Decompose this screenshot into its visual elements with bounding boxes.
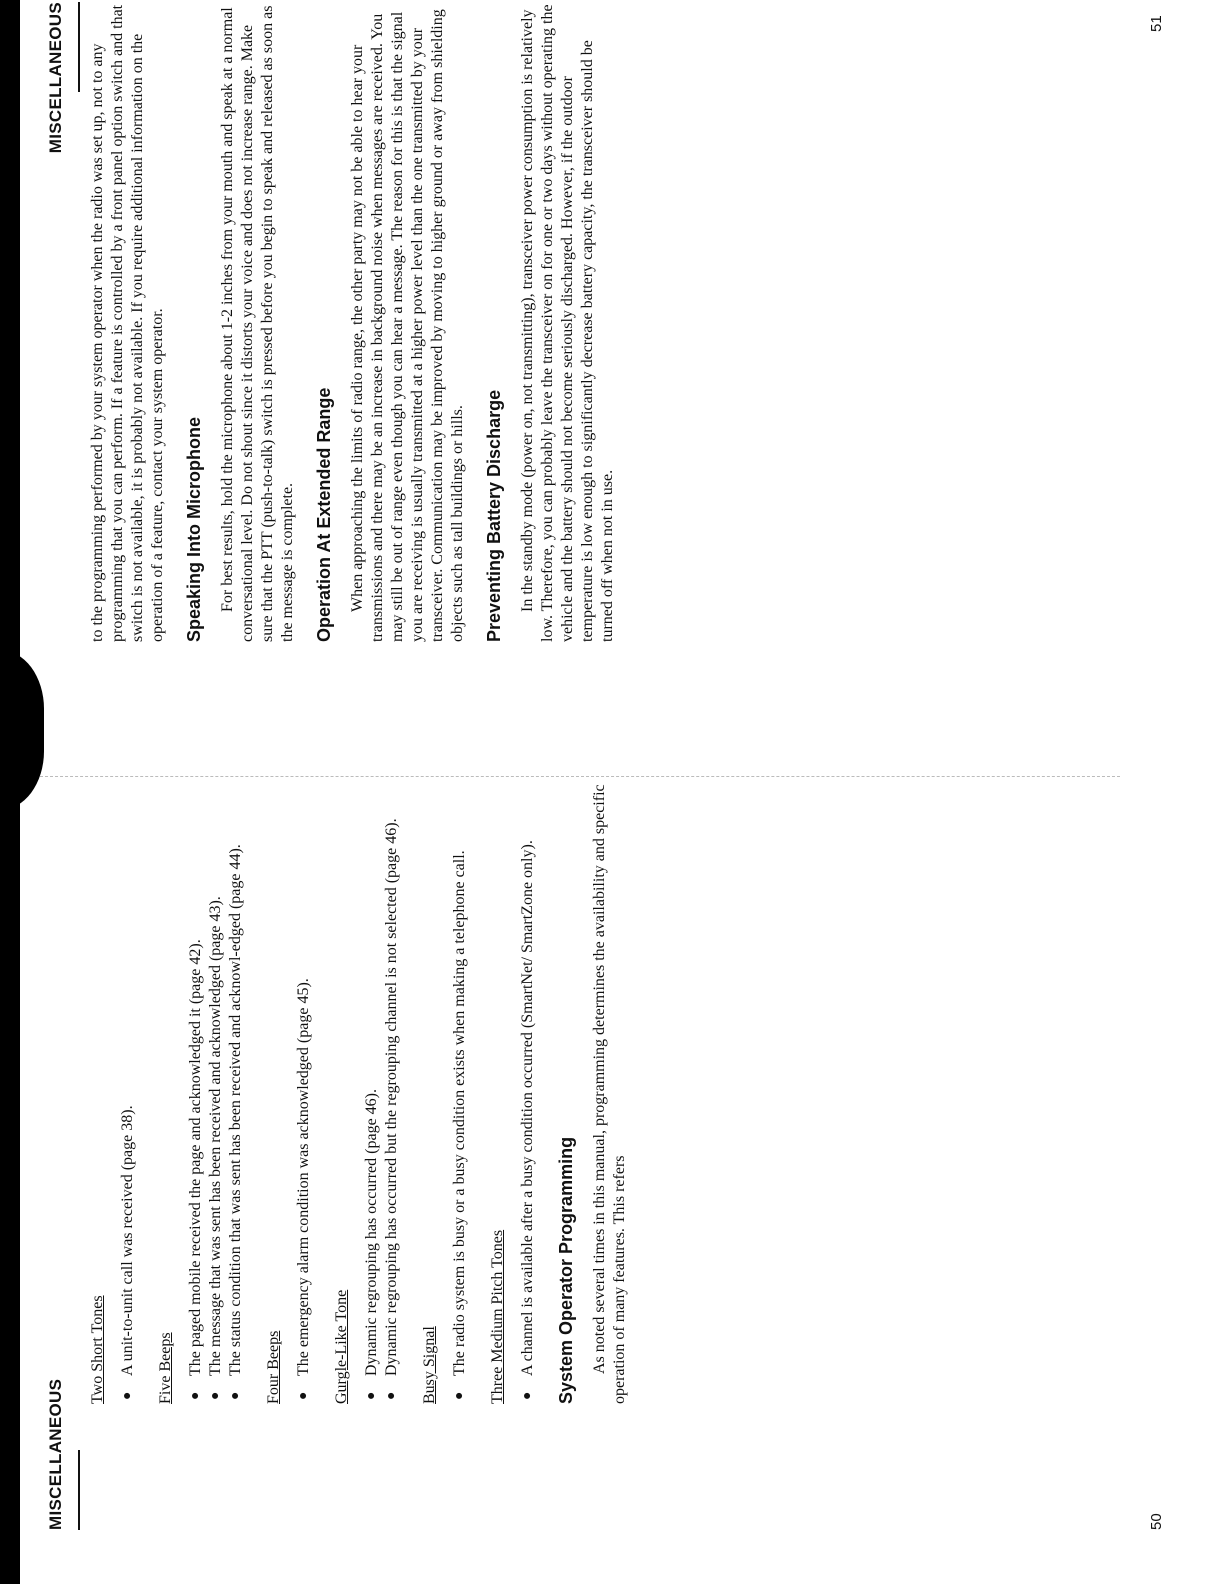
bullet-item: ● A channel is available after a busy condition occurred (SmartNet/ SmartZone only). (519, 840, 536, 1400)
running-head: MISCELLANEOUS (46, 1378, 65, 1530)
section-heading: Operation At Extended Range (314, 387, 334, 642)
bullet-icon: ● (520, 1391, 535, 1400)
bullet-item: ● The message that was sent has been received and acknowledged (page 43). (207, 896, 224, 1400)
tone-subheading: Busy Signal (421, 1326, 438, 1404)
bullet-item: ● Dynamic regrouping has occurred (page 46). (363, 1089, 380, 1400)
tone-subheading: Three Medium Pitch Tones (489, 1229, 506, 1404)
tone-bullets (118, 774, 138, 1404)
page-number: 51 (1148, 15, 1165, 32)
tone-group (332, 774, 402, 1404)
section-paragraph: When approaching the limits of radio range, the other party may not be able to hear your transmissions and there may be an increase in background noise when messages are received. You may still be out of range even though you can hear a message. The reason for this is that the signal you are receiving is usually transmitted at a higher power level than the one transmitted by your transceiver. Communication may be improved by moving to higher ground or away from shielding objects such as tall buildings or hills. (349, 9, 466, 642)
page-51 (40, 0, 1200, 760)
bullet-item: ● A unit-to-unit call was received (page 38). (119, 1105, 136, 1400)
bullet-icon: ● (228, 1391, 243, 1400)
page-number: 50 (1148, 1513, 1165, 1530)
tone-subheading: Five Beeps (157, 1332, 174, 1404)
section-heading: Preventing Battery Discharge (484, 389, 504, 642)
section-heading: System Operator Programming (556, 1136, 576, 1404)
bullet-item: ● The paged mobile received the page and acknowledged it (page 42). (187, 939, 204, 1400)
continuation-paragraph: to the programming performed by your system operator when the radio was set up, not to any programming that you can perform. If a feature is controlled by a front panel option switch and that switch is not available, it is probably not available. If you require additional information on the operation of a feature, contact your system operator. (89, 4, 166, 642)
bullet-icon: ● (188, 1391, 203, 1400)
tone-group (420, 774, 470, 1404)
section-heading: Speaking Into Microphone (184, 416, 204, 642)
bullet-icon: ● (208, 1391, 223, 1400)
binding-shadow-bulge (0, 650, 44, 810)
running-head: MISCELLANEOUS (46, 2, 65, 154)
page-body (88, 2, 618, 642)
section-paragraph: For best results, hold the microphone about 1-2 inches from your mouth and speak at a normal conversational level. Do not shout since it distorts your voice and does not increase range. Make sure that the PTT (push-to-talk) switch is pressed before you begin to speak and released as soon as the message is complete. (219, 5, 296, 642)
bullet-item: ● The radio system is busy or a busy condition exists when making a telephone call. (451, 850, 468, 1400)
bullet-icon: ● (384, 1391, 399, 1400)
page-50 (40, 772, 1200, 1532)
section-paragraph: In the standby mode (power on, not transmitting), transceiver power consumption is relatively low. Therefore, you can probably leave the transceiver on for one or two days without operating the vehicle and the battery should not become seriously discharged. However, if the outdoor temperature is low enough to significantly decrease battery capacity, the transceiver should be turned off when not in use. (519, 4, 616, 642)
tone-group (156, 774, 246, 1404)
page-body (88, 774, 630, 1404)
bullet-icon: ● (452, 1391, 467, 1400)
tone-bullets (186, 774, 246, 1404)
tone-group (264, 774, 314, 1404)
bullet-item: ● The emergency alarm condition was acknowledged (page 45). (295, 978, 312, 1400)
bullet-icon: ● (364, 1391, 379, 1400)
header-rule (78, 1450, 80, 1530)
header-rule (78, 2, 80, 92)
tone-subheading: Two Short Tones (89, 1295, 106, 1404)
tone-group (88, 774, 138, 1404)
bullet-icon: ● (296, 1391, 311, 1400)
tone-bullets (518, 774, 538, 1404)
section-paragraph: As noted several times in this manual, programming determines the availability and specific operation of many features. This refers (591, 784, 628, 1404)
bullet-item: ● Dynamic regrouping has occurred but the regrouping channel is not selected (page 46). (383, 818, 400, 1400)
tone-subheading: Gurgle-Like Tone (333, 1289, 350, 1404)
bullet-item: ● The status condition that was sent has been received and acknowl-edged (page 44). (227, 844, 244, 1400)
tone-bullets (450, 774, 470, 1404)
tone-bullets (294, 774, 314, 1404)
bullet-icon: ● (120, 1391, 135, 1400)
tone-group (488, 774, 538, 1404)
tone-bullets (362, 774, 402, 1404)
tone-subheading: Four Beeps (265, 1330, 282, 1404)
